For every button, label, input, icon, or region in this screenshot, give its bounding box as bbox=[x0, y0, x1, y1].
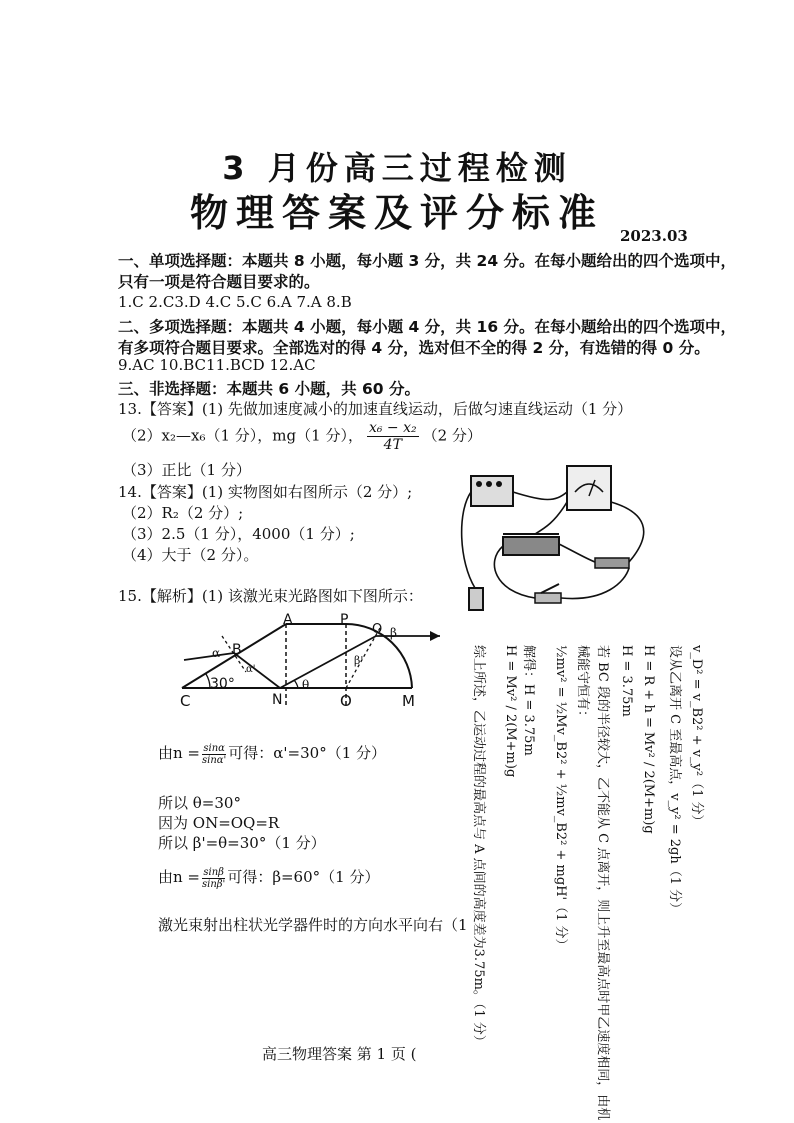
q15-eq1-fraction bbox=[202, 743, 226, 766]
page-footer: 高三物理答案 第 1 页 ( bbox=[262, 1045, 417, 1063]
q15-eq1 bbox=[158, 742, 386, 766]
section2-answers: 9.AC 10.BC11.BCD 12.AC bbox=[118, 356, 316, 374]
diagram-label-o: O bbox=[340, 692, 352, 710]
diagram-label-theta: θ bbox=[302, 678, 310, 692]
q15-intro: 15.【解析】(1) 该激光束光路图如下图所示： bbox=[118, 587, 423, 605]
q14-line3: （3）2.5（1 分），4000（1 分）; bbox=[122, 525, 355, 543]
circuit-apparatus-image bbox=[455, 462, 665, 617]
rotated-col-4: H = 3.75m bbox=[619, 645, 634, 717]
rotated-col-7: ½mv² = ½Mv_B2² + ½mv_B2² + mgH'（1 分） bbox=[553, 645, 568, 952]
section2-heading-line1: 二、多项选择题：本题共 4 小题，每小题 4 分，共 16 分。在每小题给出的四个选项中， bbox=[118, 318, 737, 336]
diagram-label-c: C bbox=[180, 692, 191, 710]
diagram-label-beta-prime: β' bbox=[354, 654, 364, 667]
q13-line2 bbox=[122, 420, 482, 453]
q15-eq1-prefix: 由n = bbox=[158, 744, 200, 762]
diagram-label-q: Q bbox=[372, 622, 383, 637]
diagram-label-alpha: α bbox=[212, 646, 221, 660]
q15-eq2-den: sinβ' bbox=[202, 878, 226, 890]
page-title: 3 月份高三过程检测 bbox=[222, 149, 572, 187]
q14-line1: 14.【答案】(1) 实物图如右图所示（2 分）; bbox=[118, 483, 413, 501]
section3-heading: 三、非选择题：本题共 6 小题，共 60 分。 bbox=[118, 380, 420, 398]
section1-heading-line1: 一、单项选择题：本题共 8 小题，每小题 3 分，共 24 分。在每小题给出的四个选项中， bbox=[118, 252, 737, 270]
q15-eq2 bbox=[158, 866, 379, 890]
diagram-label-beta: β bbox=[390, 626, 397, 640]
q13-line2-prefix: （2）x₂—x₆（1 分），mg（1 分）， bbox=[122, 426, 363, 445]
q15-line2: 所以 θ=30° bbox=[158, 794, 241, 812]
rotated-col-1: v_D² = v_B2² + v_y²（1 分） bbox=[689, 645, 704, 828]
diagram-label-m: M bbox=[402, 692, 415, 710]
q15-eq1-num: sinα bbox=[203, 742, 225, 754]
q15-line3: 因为 ON=OQ=R bbox=[158, 814, 280, 832]
rotated-col-6: 械能守恒有： bbox=[575, 645, 590, 724]
diagram-label-30deg: 30° bbox=[210, 676, 235, 692]
section1-answers: 1.C 2.C3.D 4.C 5.C 6.A 7.A 8.B bbox=[118, 293, 352, 311]
diagram-label-a: A bbox=[283, 612, 293, 628]
diagram-label-alpha-prime: α' bbox=[246, 664, 256, 675]
q15-line4: 所以 β'=θ=30°（1 分） bbox=[158, 834, 326, 852]
rotated-col-9: H = Mv² / 2(M+m)g bbox=[503, 645, 518, 778]
page-subtitle: 物理答案及评分标准 bbox=[189, 191, 604, 235]
rotated-col-3: H = R + h = Mv² / 2(M+m)g bbox=[641, 645, 656, 834]
q15-eq2-prefix: 由n = bbox=[158, 868, 200, 886]
diagram-label-p: P bbox=[340, 612, 349, 628]
rotated-col-10: 综上所述，乙运动过程的最高点与 A 点间的高度差为3.75m。（1 分） bbox=[471, 645, 486, 1048]
rotated-col-2: 设从乙离开 C 至最高点，v_y² = 2gh（1 分） bbox=[667, 645, 682, 916]
q15-eq1-den: sinα' bbox=[202, 754, 227, 766]
section1-heading-line2: 只有一项是符合题目要求的。 bbox=[118, 273, 320, 291]
section2-heading-line2: 有多项符合题目要求。全部选对的得 4 分，选对但不全的得 2 分，有选错的得 0 分。 bbox=[118, 339, 710, 357]
q13-line2-suffix: （2 分） bbox=[422, 426, 482, 445]
q13-frac-num: x₆ − x₂ bbox=[368, 420, 417, 436]
diagram-label-b: B bbox=[232, 642, 242, 658]
q13-line3: （3）正比（1 分） bbox=[122, 461, 251, 479]
q13-line1: 13.【答案】(1) 先做加速度减小的加速直线运动，后做匀速直线运动（1 分） bbox=[118, 400, 633, 418]
rotated-col-8: 解得：H = 3.75m bbox=[521, 645, 536, 756]
diagram-label-n: N bbox=[272, 692, 283, 708]
q15-eq1-suffix: 可得：α'=30°（1 分） bbox=[228, 744, 387, 762]
q15-line6: 激光束射出柱状光学器件时的方向水平向右（1 bbox=[158, 916, 468, 934]
q14-line4: （4）大于（2 分）。 bbox=[122, 546, 259, 564]
q14-line2: （2）R₂（2 分）; bbox=[122, 504, 244, 522]
q15-eq2-suffix: 可得：β=60°（1 分） bbox=[227, 868, 380, 886]
q13-frac-den: 4T bbox=[383, 437, 402, 453]
rotated-col-5: 若 BC 段的半径较大，乙不能从 C 点离开，则上升至最高点时甲乙速度相同，由机 bbox=[595, 645, 610, 1121]
q15-eq2-num: sinβ bbox=[203, 866, 224, 878]
q13-fraction bbox=[367, 420, 419, 453]
document-date: 2023.03 bbox=[620, 227, 688, 245]
q15-eq2-fraction bbox=[202, 867, 225, 890]
